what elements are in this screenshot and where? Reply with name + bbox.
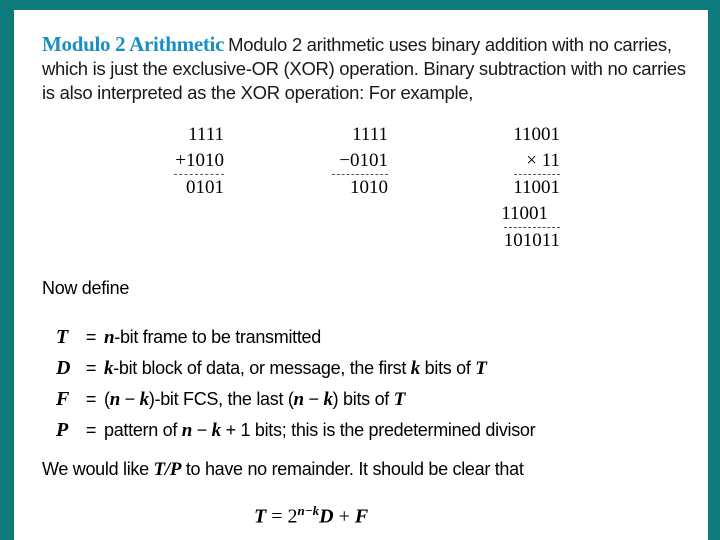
section-heading: Modulo 2 Arithmetic — [42, 32, 225, 56]
addition-result: 0101 — [186, 177, 224, 198]
multiplication-operand-a: 11001 — [513, 124, 560, 145]
definition-text: − — [192, 420, 212, 440]
remainder-sentence — [42, 459, 524, 481]
definition-symbol: P — [56, 419, 68, 441]
definition-variable: k — [410, 358, 420, 379]
definition-row — [56, 384, 535, 415]
definition-variable: k — [139, 389, 149, 410]
definitions-list — [56, 322, 535, 446]
definition-text: − — [303, 389, 324, 409]
formula-d: D — [319, 505, 334, 528]
frame-formula — [254, 503, 368, 529]
definition-equals: = — [85, 358, 97, 378]
definition-text: )-bit FCS, the last ( — [148, 389, 294, 409]
definition-variable: n — [293, 389, 304, 410]
subtraction-result: 1010 — [350, 177, 388, 198]
definition-variable: T — [475, 358, 487, 379]
definition-text: ) bits of — [332, 389, 394, 409]
definition-text: + 1 bits; this is the predetermined divisor — [220, 420, 536, 440]
definition-symbol: F — [56, 388, 70, 410]
definition-symbol: T — [56, 326, 68, 348]
remainder-sentence-after: to have no remainder. It should be clear that — [181, 459, 524, 479]
definition-equals: = — [85, 420, 97, 440]
definition-variable: k — [104, 358, 114, 379]
definition-variable: k — [211, 420, 221, 441]
definition-variable: n — [109, 389, 120, 410]
formula-f: F — [354, 505, 369, 528]
intro-paragraph — [42, 32, 702, 105]
definition-symbol: D — [56, 357, 71, 379]
multiplication-example — [474, 122, 560, 254]
formula-lhs: T — [254, 505, 267, 528]
multiplication-partial-2: 11001 — [501, 203, 548, 224]
formula-plus: + — [333, 505, 355, 528]
subtraction-example — [328, 122, 388, 201]
definition-row — [56, 322, 535, 353]
definition-text: ( — [104, 389, 110, 409]
definition-equals: = — [85, 327, 97, 347]
formula-eq: = 2 — [266, 505, 298, 528]
definition-variable: k — [323, 389, 333, 410]
multiplication-partial-1: 11001 — [513, 177, 560, 198]
definition-text: -bit block of data, or message, the first — [113, 358, 411, 378]
now-define-text: Now define — [42, 278, 130, 298]
definition-variable: n — [104, 327, 115, 348]
definition-variable: T — [393, 389, 405, 410]
slide — [14, 10, 708, 540]
definition-variable: n — [181, 420, 193, 441]
intro-text: Modulo 2 arithmetic uses binary addition with no carries, which is just the exclusive-OR (XOR) operation. Binary subtraction with no carries is also interpreted as the XOR operation: For example, — [42, 34, 686, 103]
definition-text: bits of — [419, 358, 476, 378]
multiplication-result: 101011 — [503, 230, 560, 251]
definition-equals: = — [85, 389, 97, 409]
addition-operand-b: +1010 — [175, 150, 224, 171]
slide-content — [42, 32, 702, 105]
definition-text: − — [119, 389, 140, 409]
addition-example — [164, 122, 224, 201]
definition-text: pattern of — [104, 420, 182, 440]
definition-row — [56, 415, 535, 446]
definition-text: -bit frame to be transmitted — [114, 327, 321, 347]
remainder-sentence-before: We would like — [42, 459, 154, 479]
subtraction-operand-a: 1111 — [352, 124, 388, 145]
formula-exponent: n−k — [297, 503, 320, 518]
subtraction-operand-b: −0101 — [339, 150, 388, 171]
remainder-sentence-term: T/P — [153, 459, 182, 480]
addition-operand-a: 1111 — [188, 124, 224, 145]
definition-row — [56, 353, 535, 384]
multiplication-operand-b: × 11 — [526, 150, 560, 171]
